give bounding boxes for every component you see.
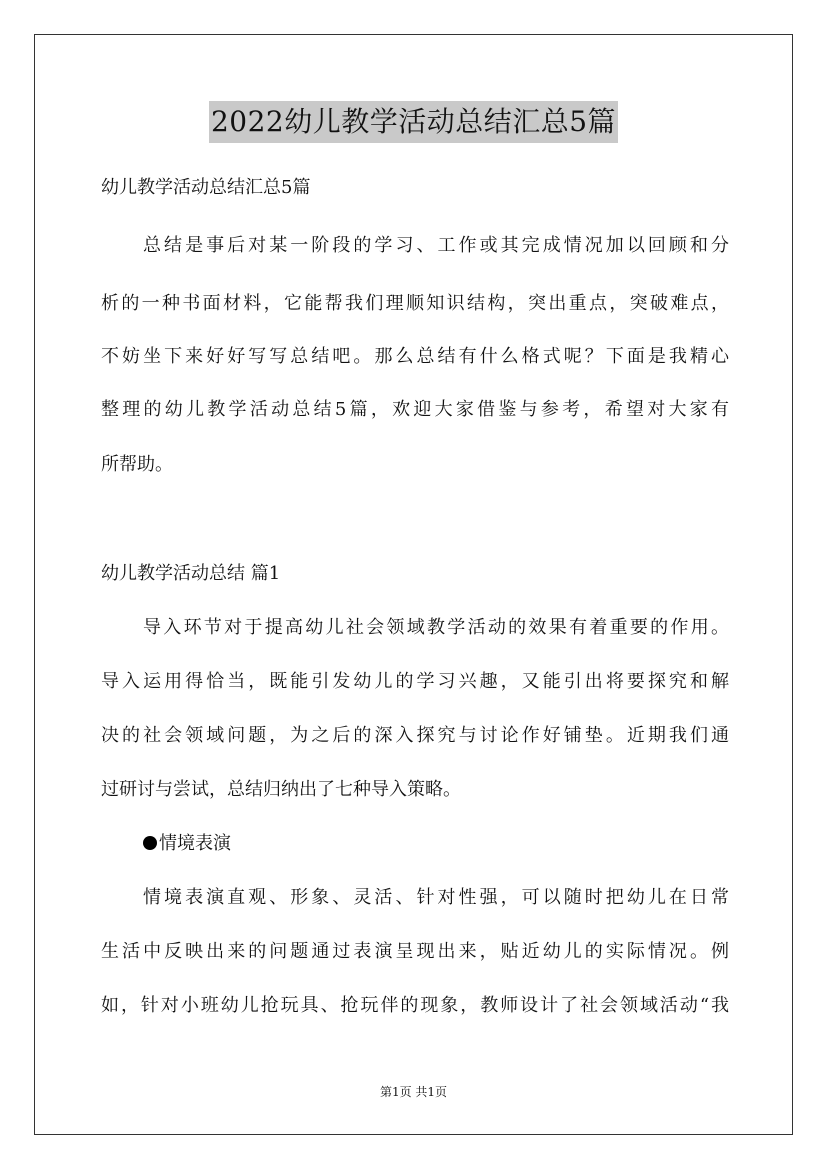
- document-title: 2022幼儿教学活动总结汇总5篇: [209, 101, 618, 143]
- intro-line: 不妨坐下来好好写写总结吧。那么总结有什么格式呢？下面是我精心: [101, 346, 729, 367]
- section-line: 决的社会领域问题，为之后的深入探究与讨论作好铺垫。近期我们通: [101, 725, 729, 746]
- section-line: 导入运用得恰当，既能引发幼儿的学习兴趣，又能引出将要探究和解: [101, 671, 729, 692]
- document-title-wrap: [0, 101, 827, 143]
- bullet-line: 生活中反映出来的问题通过表演呈现出来，贴近幼儿的实际情况。例: [101, 941, 729, 962]
- intro-line: 整理的幼儿教学活动总结5篇，欢迎大家借鉴与参考，希望对大家有: [101, 399, 729, 420]
- intro-line: 所帮助。: [101, 454, 173, 475]
- bullet-item: [143, 830, 231, 858]
- bullet-dot-icon: [143, 836, 157, 850]
- bullet-heading: 情境表演: [159, 833, 231, 854]
- bullet-line: 如，针对小班幼儿抢玩具、抢玩伴的现象，教师设计了社会领域活动“我: [101, 995, 729, 1016]
- section-line: 过研讨与尝试，总结归纳出了七种导入策略。: [101, 779, 461, 800]
- subtitle: 幼儿教学活动总结汇总5篇: [101, 177, 311, 198]
- bullet-line: 情境表演直观、形象、灵活、针对性强，可以随时把幼儿在日常: [143, 887, 729, 908]
- intro-line: 总结是事后对某一阶段的学习、工作或其完成情况加以回顾和分: [143, 235, 729, 256]
- section-heading: 幼儿教学活动总结 篇1: [101, 563, 281, 584]
- page-footer: 第1页 共1页: [379, 1085, 448, 1099]
- section-line: 导入环节对于提高幼儿社会领域教学活动的效果有着重要的作用。: [143, 617, 729, 638]
- intro-line: 析的一种书面材料，它能帮我们理顺知识结构，突出重点，突破难点，: [101, 293, 729, 314]
